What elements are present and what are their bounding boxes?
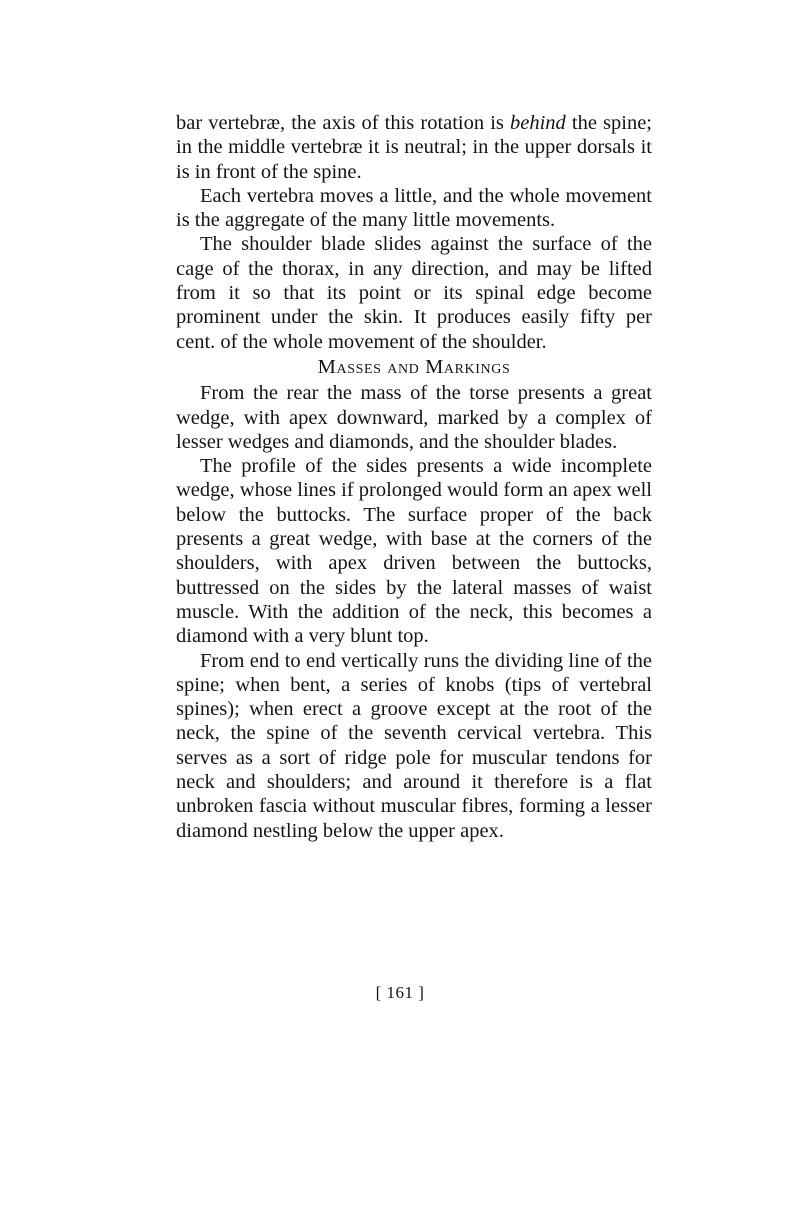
section-heading: Masses and Markings — [317, 355, 511, 378]
emphasis-behind: behind — [510, 112, 566, 134]
paragraph-shoulder-blade: The shoulder blade slides against the surface of the cage of the thorax, in any direction, and may be lifted from it so that its point or its spinal edge become prominent under the skin. It produces easily fifty per cent. of the whole movement of the shoulder. — [176, 233, 652, 353]
paragraph-profile-sides: The profile of the sides presents a wide incomplete wedge, whose lines if prolonged would form an apex well below the buttocks. The surface proper of the back presents a great wedge, with base at the corners of the shoulders, with apex driven between the buttocks, buttressed on the sides by the lateral masses of waist muscle. With the addition of the neck, this becomes a diamond with a very blunt top. — [176, 455, 652, 648]
paragraph-vertebra-movement: Each vertebra moves a little, and the whole movement is the aggregate of the many little movements. — [176, 184, 652, 232]
paragraph-spine-line: From end to end vertically runs the dividing line of the spine; when bent, a series of knobs (tips of vertebral spines); when erect a groove except at the root of the neck, the spine of the seventh cervical vertebra. This serves as a sort of ridge pole for muscular tendons for neck and shoulders; and around it therefore is a flat unbroken fascia without muscular fibres, forming a lesser diamond nestling below the upper apex. — [176, 649, 652, 842]
paragraph-rear-mass: From the rear the mass of the torse presents a great wedge, with apex downward, marked by a complex of lesser wedges and diamonds, and the shoulder blades. — [176, 382, 652, 453]
paragraph-rotation-axis — [176, 111, 652, 184]
paragraph-text: the spine; in the middle vertebræ it is neutral; in the upper dorsals it is in front of the spine. — [176, 112, 653, 183]
page-body — [176, 111, 652, 843]
page-number: [ 161 ] — [375, 983, 425, 1002]
paragraph-text: bar vertebræ, the axis of this rotation is — [176, 112, 510, 134]
